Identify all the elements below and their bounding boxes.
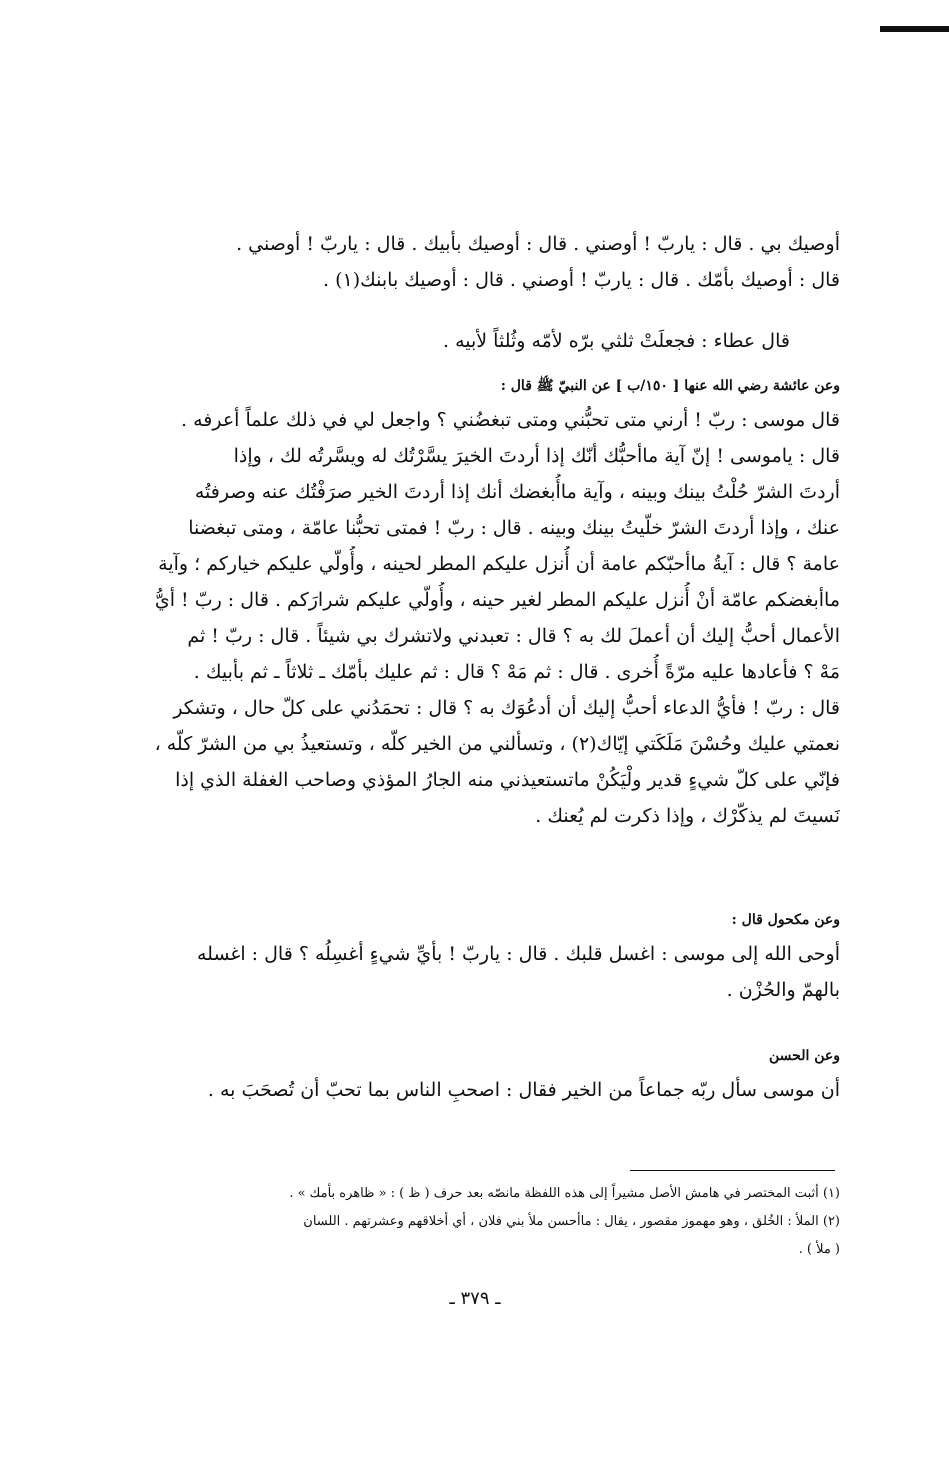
text-line: مَهْ ؟ فأعادها عليه مرّةً أُخرى . قال : ثم مَهْ ؟ قال : ثم عليك بأمّك ـ ثلاثاً ـ ثم بأبيك . bbox=[193, 661, 840, 683]
paragraph-1 bbox=[150, 226, 840, 298]
text-line: فإنّي على كلّ شيءٍ قدير ولْيَكُنْ ماتستعيذني منه الجارُ المؤذي وصاحب الغفلة الذي إذا bbox=[175, 769, 840, 791]
scan-edge-mark bbox=[880, 26, 949, 32]
text-line: قال : ربّ ! فأيُّ الدعاء أحبُّ إليك أن أدعُوَك به ؟ قال : تحمَدُني على كلّ حال ، وتشكر bbox=[173, 697, 840, 719]
paragraph-5 bbox=[150, 1040, 840, 1108]
text-line: نَسيتَ لم يذكّرْك ، وإذا ذكرت لم يُعنك . bbox=[535, 805, 840, 827]
footnote-line: (٢) الملأ : الخُلق ، وهو مهموز مقصور ، يقال : ماأحسن ملأ بني فلان ، أي أخلاقهم وعشرتهم . اللسان bbox=[303, 1214, 840, 1229]
text-line: نعمتي عليك وحُسْنَ مَلَكَتي إيّاك(٢) ، وتسألني من الخير كلّه ، وتستعيذُ بي من الشرّ كلّه ، bbox=[154, 733, 840, 755]
text-line: الأعمال أحبُّ إليك أن أعملَ لك به ؟ قال : تعبدني ولاتشرك بي شيئاً . قال : ربّ ! ثم bbox=[187, 625, 840, 647]
text-line: عامة ؟ قال : آيةُ ماأحبّكم عامة أن أُنزل عليكم المطر لحينه ، وأُولّي عليكم خياركم ؛ وآية bbox=[158, 553, 840, 575]
paragraph-3 bbox=[150, 370, 840, 834]
footnote-line: (١) أثبت المختصر في هامش الأصل مشيراً إلى هذه اللفظة مانصّه بعد حرف ( ظ ) : « ظاهره بأمك » . bbox=[289, 1186, 840, 1201]
page-number: ـ ٣٧٩ ـ bbox=[449, 1288, 501, 1309]
section-heading: وعن الحسن bbox=[769, 1048, 840, 1064]
text-line: قال : ياموسى ! إنّ آية ماأحبُّك أنّك إذا أردتَ الخيرَ يسَّرْتُك له ويسَّرتُه لك ، وإذا bbox=[233, 445, 840, 467]
paragraph-2 bbox=[150, 323, 790, 359]
footnote-line: ( ملأ ) . bbox=[798, 1242, 840, 1257]
text-line: قال عطاء : فجعلَتْ ثلثي برّه لأمّه وثُلثاً لأبيه . bbox=[443, 330, 790, 352]
text-line: أن موسى سأل ربّه جماعاً من الخير فقال : اصحبِ الناس بما تحبّ أن تُصحَبَ به . bbox=[207, 1079, 840, 1101]
text-line: قال موسى : ربّ ! أرني متى تحبُّني ومتى تبغضُني ؟ واجعل لي في ذلك علماً أعرفه . bbox=[181, 409, 840, 431]
text-line: بالهمّ والحُزْن . bbox=[726, 979, 840, 1001]
footnote-divider bbox=[630, 1170, 835, 1171]
text-line: أوحى الله إلى موسى : اغسل قلبك . قال : ياربّ ! بأيِّ شيءٍ أغسِلُه ؟ قال : اغسله bbox=[197, 943, 840, 965]
paragraph-4 bbox=[150, 904, 840, 1008]
text-line: عنك ، وإذا أردتَ الشرّ خلّيتُ بينك وبينه . قال : ربّ ! فمتى تحبُّنا عامّة ، ومتى تبغضنا bbox=[188, 517, 840, 539]
text-line: أردتَ الشرّ حُلْتُ بينك وبينه ، وآية ماأُبغضك أنك إذا أردتَ الخير صرَفْتُك عنه وصرفتُه bbox=[194, 481, 840, 503]
text-line: ماأبغضكم عامّة أنْ أُنزل عليكم المطر لغير حينه ، وأُولّي عليكم شرارَكم . قال : ربّ ! أيُّ bbox=[154, 589, 840, 611]
text-line: أوصيك بي . قال : ياربّ ! أوصني . قال : أوصيك بأبيك . قال : ياربّ ! أوصني . bbox=[236, 233, 840, 255]
section-heading: وعن مكحول قال : bbox=[731, 912, 840, 928]
footnotes bbox=[150, 1180, 840, 1264]
text-line: قال : أوصيك بأمّك . قال : ياربّ ! أوصني . قال : أوصيك بابنك(١) . bbox=[323, 269, 840, 291]
section-heading: وعن عائشة رضي الله عنها [ ١٥٠/ب ] عن النبيّ ﷺ قال : bbox=[500, 378, 840, 394]
